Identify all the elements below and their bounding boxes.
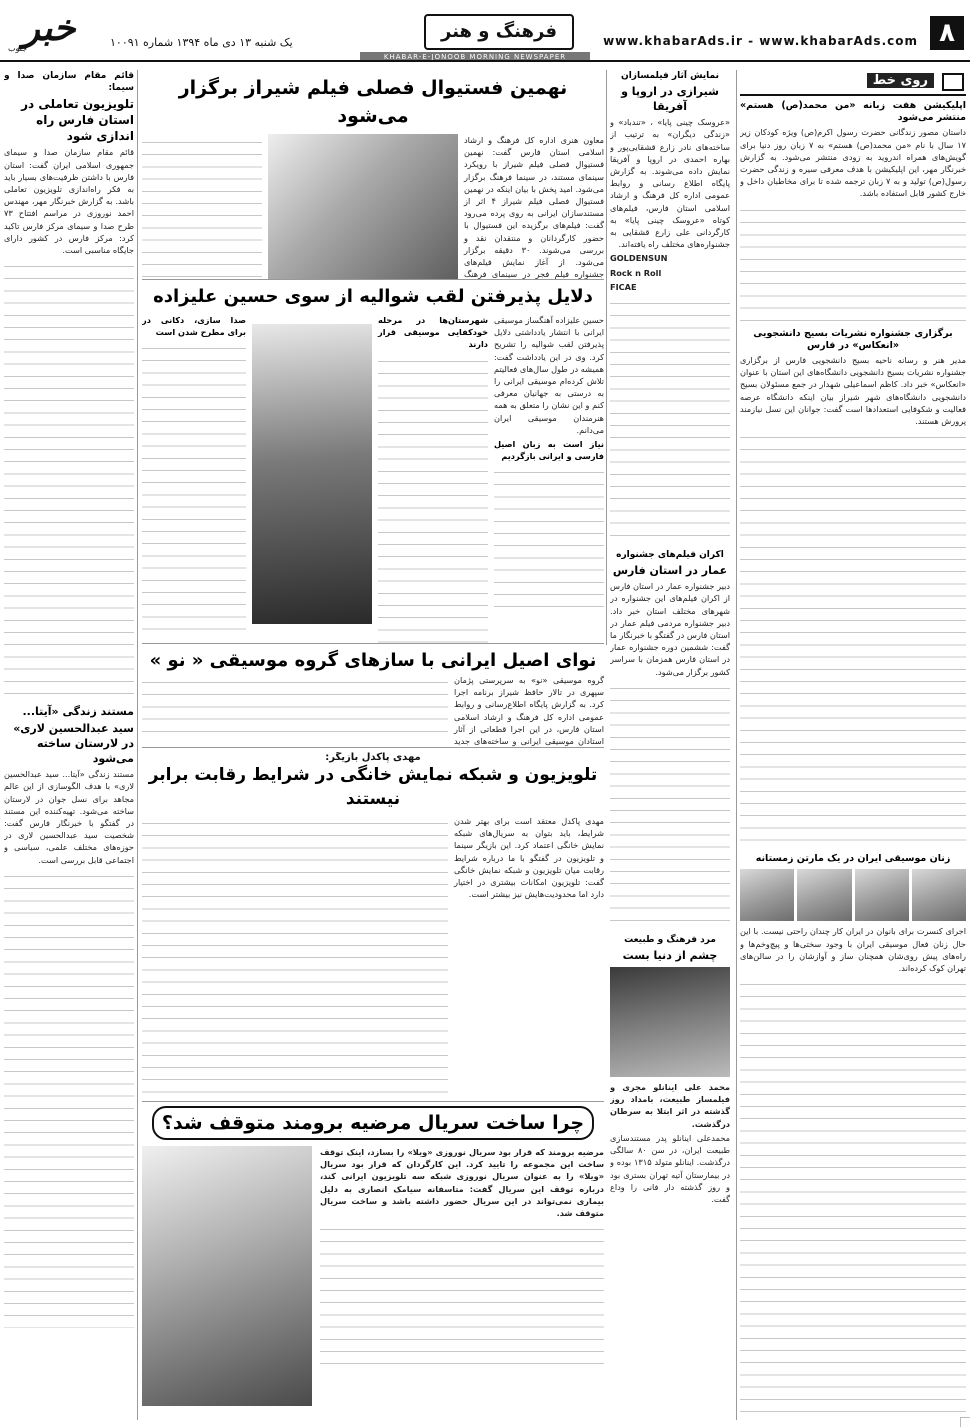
alizadeh-body: حسین علیزاده آهنگساز موسیقی ایرانی با انتشار یادداشتی دلایل پذیرفتن لقب شوالیه را تشریح کرد. وی در این یادداشت گفت: همیشه در طول سال‌های فعالیتم تلاش کرده‌ام موسیقی ایرانی را به درستی به جهانیان معرفی کنم و این نشان را متعلق به همه هنرمندان موسیقی ایران می‌دانم. [494,315,604,435]
masthead [0,0,970,62]
col3-story3-title: چشم از دنیا بست [622,949,718,963]
left-column [4,70,134,1420]
story1-body: داستان مصور زندگانی حضرت رسول اکرم(ص) ویژه کودکان زیر ۱۷ سال با نام «من محمد(ص) هستم» به ۷ زبان روز دنیا برای گویش‌های همراه اندروید به زودی منتشر می‌شود. به گزارش خبرنگار مهر، این اپلیکیشن با هدف معرفی سیره و زندگی حضرت رسول(ص) تولید و به ۷ زبان ترجمه شده تا برای مخاطبان داخل و خارج کشور قابل استفاده باشد. [740,127,966,199]
marzieh-photo [142,1146,312,1406]
story3-filler [740,976,966,1420]
alizadeh-sub3: صدا سازی، دکانی در برای مطرح شدن است [142,315,246,338]
col3-story1-body: «عروسک چینی پایا» ، «تندباد» و «زندگی دیگران» به ترتیب از ساخته‌های نادر زارع قشقایی‌پور و بهاره احمدی در اروپا و آفریقا نمایش داده می‌شوند. به گزارش پایگاه اطلاع رسانی و روابط عمومی اداره کل فرهنگ و ارشاد اسلامی استان فارس، فیلم‌های کوتاه «عروسک چینی پایا» به کارگردانی علی زارع قشقایی به جشنواره‌های مختلف راه یافته‌اند. [610,117,730,250]
festival-photo [268,134,458,280]
alizadeh-story [142,284,604,644]
section-title: فرهنگ و هنر [424,14,574,50]
col3-story3-kicker: مرد فرهنگ و طبیعت [624,934,716,945]
column-divider [736,70,737,1420]
alizadeh-filler [494,464,604,614]
left-story1-filler [4,258,134,698]
english-band: KHABAR-E-JONOOB MORNING NEWSPAPER [360,52,590,62]
col3-story1-title: شیرازی در اروپا و آفریقا [621,85,719,114]
left-story2-kicker: مستند زندگی «آیتا... [22,705,134,719]
musician-photo [912,869,966,921]
dateline: یک شنبه ۱۳ دی ماه ۱۳۹۴ شماره ۱۰۰۹۱ [110,36,293,49]
page-number: ۸ [930,16,964,50]
right-column [740,70,966,1420]
col3-story2-filler [610,680,730,930]
col3-story1-filler [610,295,730,545]
website-url[interactable]: www.khabarAds.ir - www.khabarAds.com [603,34,918,48]
story3-body: اجرای کنسرت برای بانوان در ایران کار چندان راحتی نیست. با این حال زنان فعال موسیقی ایران با وجود سختی‌ها و پیچ‌وخم‌ها و راه‌های پیش روی‌شان همچنان ساز و آواز‌شان را در سالن‌های تهران کوک کرده‌اند. [740,926,966,974]
alizadeh-filler [142,340,246,640]
festival-body: معاون هنری اداره کل فرهنگ و ارشاد اسلامی استان فارس گفت: نهمین فستیوال فصلی فیلم شیراز با رویکرد سینمای مستند، در سینما فرهنگ برگزار می‌شود. امید پخش با بیان اینکه در نهمین فستیوال فصلی فیلم شیراز ۴ اثر از مستندسازان ایرانی به روی پرده می‌رود گفت: فیلم‌های برگزیده این فستیوال با حضور کارگردانان و منتقدان نقد و بررسی می‌شوند. ۳۰ دقیقه برگزار می‌شود. از آغاز نمایش فیلم‌های جشنواره فیلم فجر در سینمای فرهنگ [464,135,604,280]
story3-title: زنان موسیقی ایران در یک مارتن زمستانه [755,853,951,865]
col3-story2-body: دبیر جشنواره عمار در استان فارس از اکران فیلم‌های این جشنواره در شهرهای مختلف استان خبر داد. دبیر جشنواره مردمی فیلم عمار در استان فارس در گفتگو با خبرنگار ما گفت: ششمین دوره جشنواره عمار در استان فارس همزمان با سراسر کشور برگزار می‌شود. [610,581,730,677]
tv-filler [142,815,448,1102]
marzieh-headline: چرا ساخت سریال مرضیه برومند متوقف شد؟ [152,1106,594,1140]
marzieh-story [142,1106,604,1422]
marzieh-body: مرضیه برومند که قرار بود سریال نوروزی «ویلا» را بسازد، اینک توقف ساخت این مجموعه را تایید کرد. این کارگردان که قرار بود سریال «ویلا» را به عنوان سریال نوروزی شبکه سه تلویزیون ایرانی کند، درباره توقف این سریال گفت: متاسفانه سیامک انصاری به دلیل بیماری نمی‌تواند در این سریال حضور داشته باشد و ساخت سریال متوقف شد. [320,1147,604,1219]
rock-label: Rock n Roll [610,267,662,278]
story2-body: مدیر هنر و رسانه ناحیه بسیج دانشجویی فارس از برگزاری جشنواره نشریات بسیج دانشجویی دانشگاه‌های این استان با عنوان «انعکاس» خبر داد. کاظم اسماعیلی شهدار در جمع مسئولان بسیج دانشجویی دانشگاه‌های شهر شیراز بیان اینکه دانشگاه عرصه فعالیت و شکوفایی استعدادها است گفت: جوانان این نسل نیازمند پرورش هستند. [740,355,966,427]
column-divider [137,70,138,1420]
festival-headline: نهمین فستیوال فصلی فیلم شیراز برگزار می‌شود [178,77,568,127]
story1-filler [740,202,966,322]
story2-filler [740,429,966,849]
musician-photo [740,869,794,921]
no-group-filler [142,674,448,736]
alizadeh-sub2: شهرستان‌ها در مرحله خودکفایی موسیقی قرار دارند [378,315,488,350]
logo-subtitle: جنوب [8,44,28,53]
inanlou-photo [610,967,730,1077]
tv-story [142,752,604,1102]
marzieh-filler [320,1221,604,1371]
musician-photo [797,869,851,921]
festival-story [142,70,604,280]
col3-story2-title: عمار در استان فارس [612,564,728,578]
column-divider [606,70,607,645]
tv-headline: تلویزیون و شبکه نمایش خانگی در شرایط رقابت برابر نیستند [148,765,598,809]
inanlou-caption: محمد علی اینانلو مجری و فیلمساز طبیعت، بامداد روز گذشته در اثر ابتلا به سرطان درگذشت. [610,1082,730,1129]
alizadeh-headline: دلایل پذیرفتن لقب شوالیه از سوی حسین علیزاده [153,286,593,307]
alizadeh-sub1: نیاز است به زبان اصیل فارسی و ایرانی بازگردیم [494,439,604,462]
page-fold-icon [960,1417,970,1427]
rooye-khat-box [740,70,966,96]
box-label: روی خط [867,73,934,88]
goldensun-label: GOLDENSUN [610,253,668,264]
left-story2-filler [4,868,134,1328]
musicians-photos [740,869,966,921]
col3-story1-kicker: نمایش آثار فیلمسازان [621,71,719,81]
left-headline-kicker: قائم مقام سازمان صدا و سیما: [4,71,134,94]
alizadeh-filler [378,353,488,644]
left-story2-title: سید عبدالحسین لاری» در لارستان ساخته می‌شود [13,722,134,766]
no-group-headline: نوای اصیل ایرانی با سازهای گروه موسیقی « نو » [149,650,597,671]
ficae-label: FICAE [610,281,637,292]
no-group-body: گروه موسیقی «نو» به سرپرستی پژمان سپهری در تالار حافظ شیراز برنامه اجرا کرد. به گزارش پایگاه اطلاع‌رسانی و روابط عمومی اداره کل فرهنگ و ارشاد اسلامی استان فارس، در این اجرا قطعاتی از آثار استادان موسیقی ایرانی و ساخته‌های جدید [454,675,604,747]
tv-body: مهدی پاکدل معتقد است برای بهتر شدن شرایط، باید بتوان به سریال‌های شبکه نمایش خانگی اعتماد کرد. این بازیگر سینما و تلویزیون در گفتگو با ما درباره شرایط رقابت میان تلویزیون و شبکه نمایش خانگی گفت: تلویزیون امکانات بیشتری در اختیار دارد اما محدودیت‌هایش نیز بیشتر است. [454,816,604,900]
left-story1-body: قائم مقام سازمان صدا و سیمای جمهوری اسلامی ایران گفت: استان فارس با داشتن ظرفیت‌های بسیار باید به فکر راه‌اندازی تلویزیون تعاملی باشد. به گزارش خبرنگار مهر، مهندس احمد نوروزی در مراسم افتتاح ۷۳ طرح صدا و سیمای مرکز فارس تاکید کرد: مرکز فارس در کشور دارای جایگاه مناسبی است. [4,147,134,256]
col3-story2-kicker: اکران فیلم‌های جشنواره [616,550,724,561]
left-story2-body: مستند زندگی «آیتا... سید عبدالحسین لاری» با هدف الگوسازی از این عالم مجاهد برای نسل جوان در لارستان ساخته می‌شود. تهیه‌کننده این مستند در گفتگو با خبرنگار فارس گفت: شخصیت سید عبدالحسین لاری در حوزه‌های مختلف علمی، سیاسی و اجتماعی قابل بررسی است. [4,769,134,865]
story2-title: برگزاری جشنواره نشریات بسیج دانشجویی «انعکاس» در فارس [753,327,953,351]
newspaper-logo: خبر [22,7,76,49]
col3-story3-body: محمدعلی اینانلو پدر مستندسازی طبیعت ایران، در سن ۸۰ سالگی درگذشت. اینانلو متولد ۱۳۱۵ بوده و در بیمارستان آتیه تهران بستری بود و روز گذشته دار فانی را وداع گفت. [610,1132,730,1204]
newspaper-icon [942,73,964,91]
left-story1-title: تلویزیون تعاملی در استان فارس راه اندازی شود [21,97,134,144]
no-group-story [142,648,604,748]
tv-kicker: مهدی پاکدل بازیگر: [325,752,421,763]
musician-photo [855,869,909,921]
story1-title: اپلیکیشن هفت زبانه «من محمد(ص) هستم» منتشر می‌شود [740,100,966,124]
column-three [610,70,730,1420]
festival-filler [142,134,262,280]
alizadeh-photo [252,324,372,624]
